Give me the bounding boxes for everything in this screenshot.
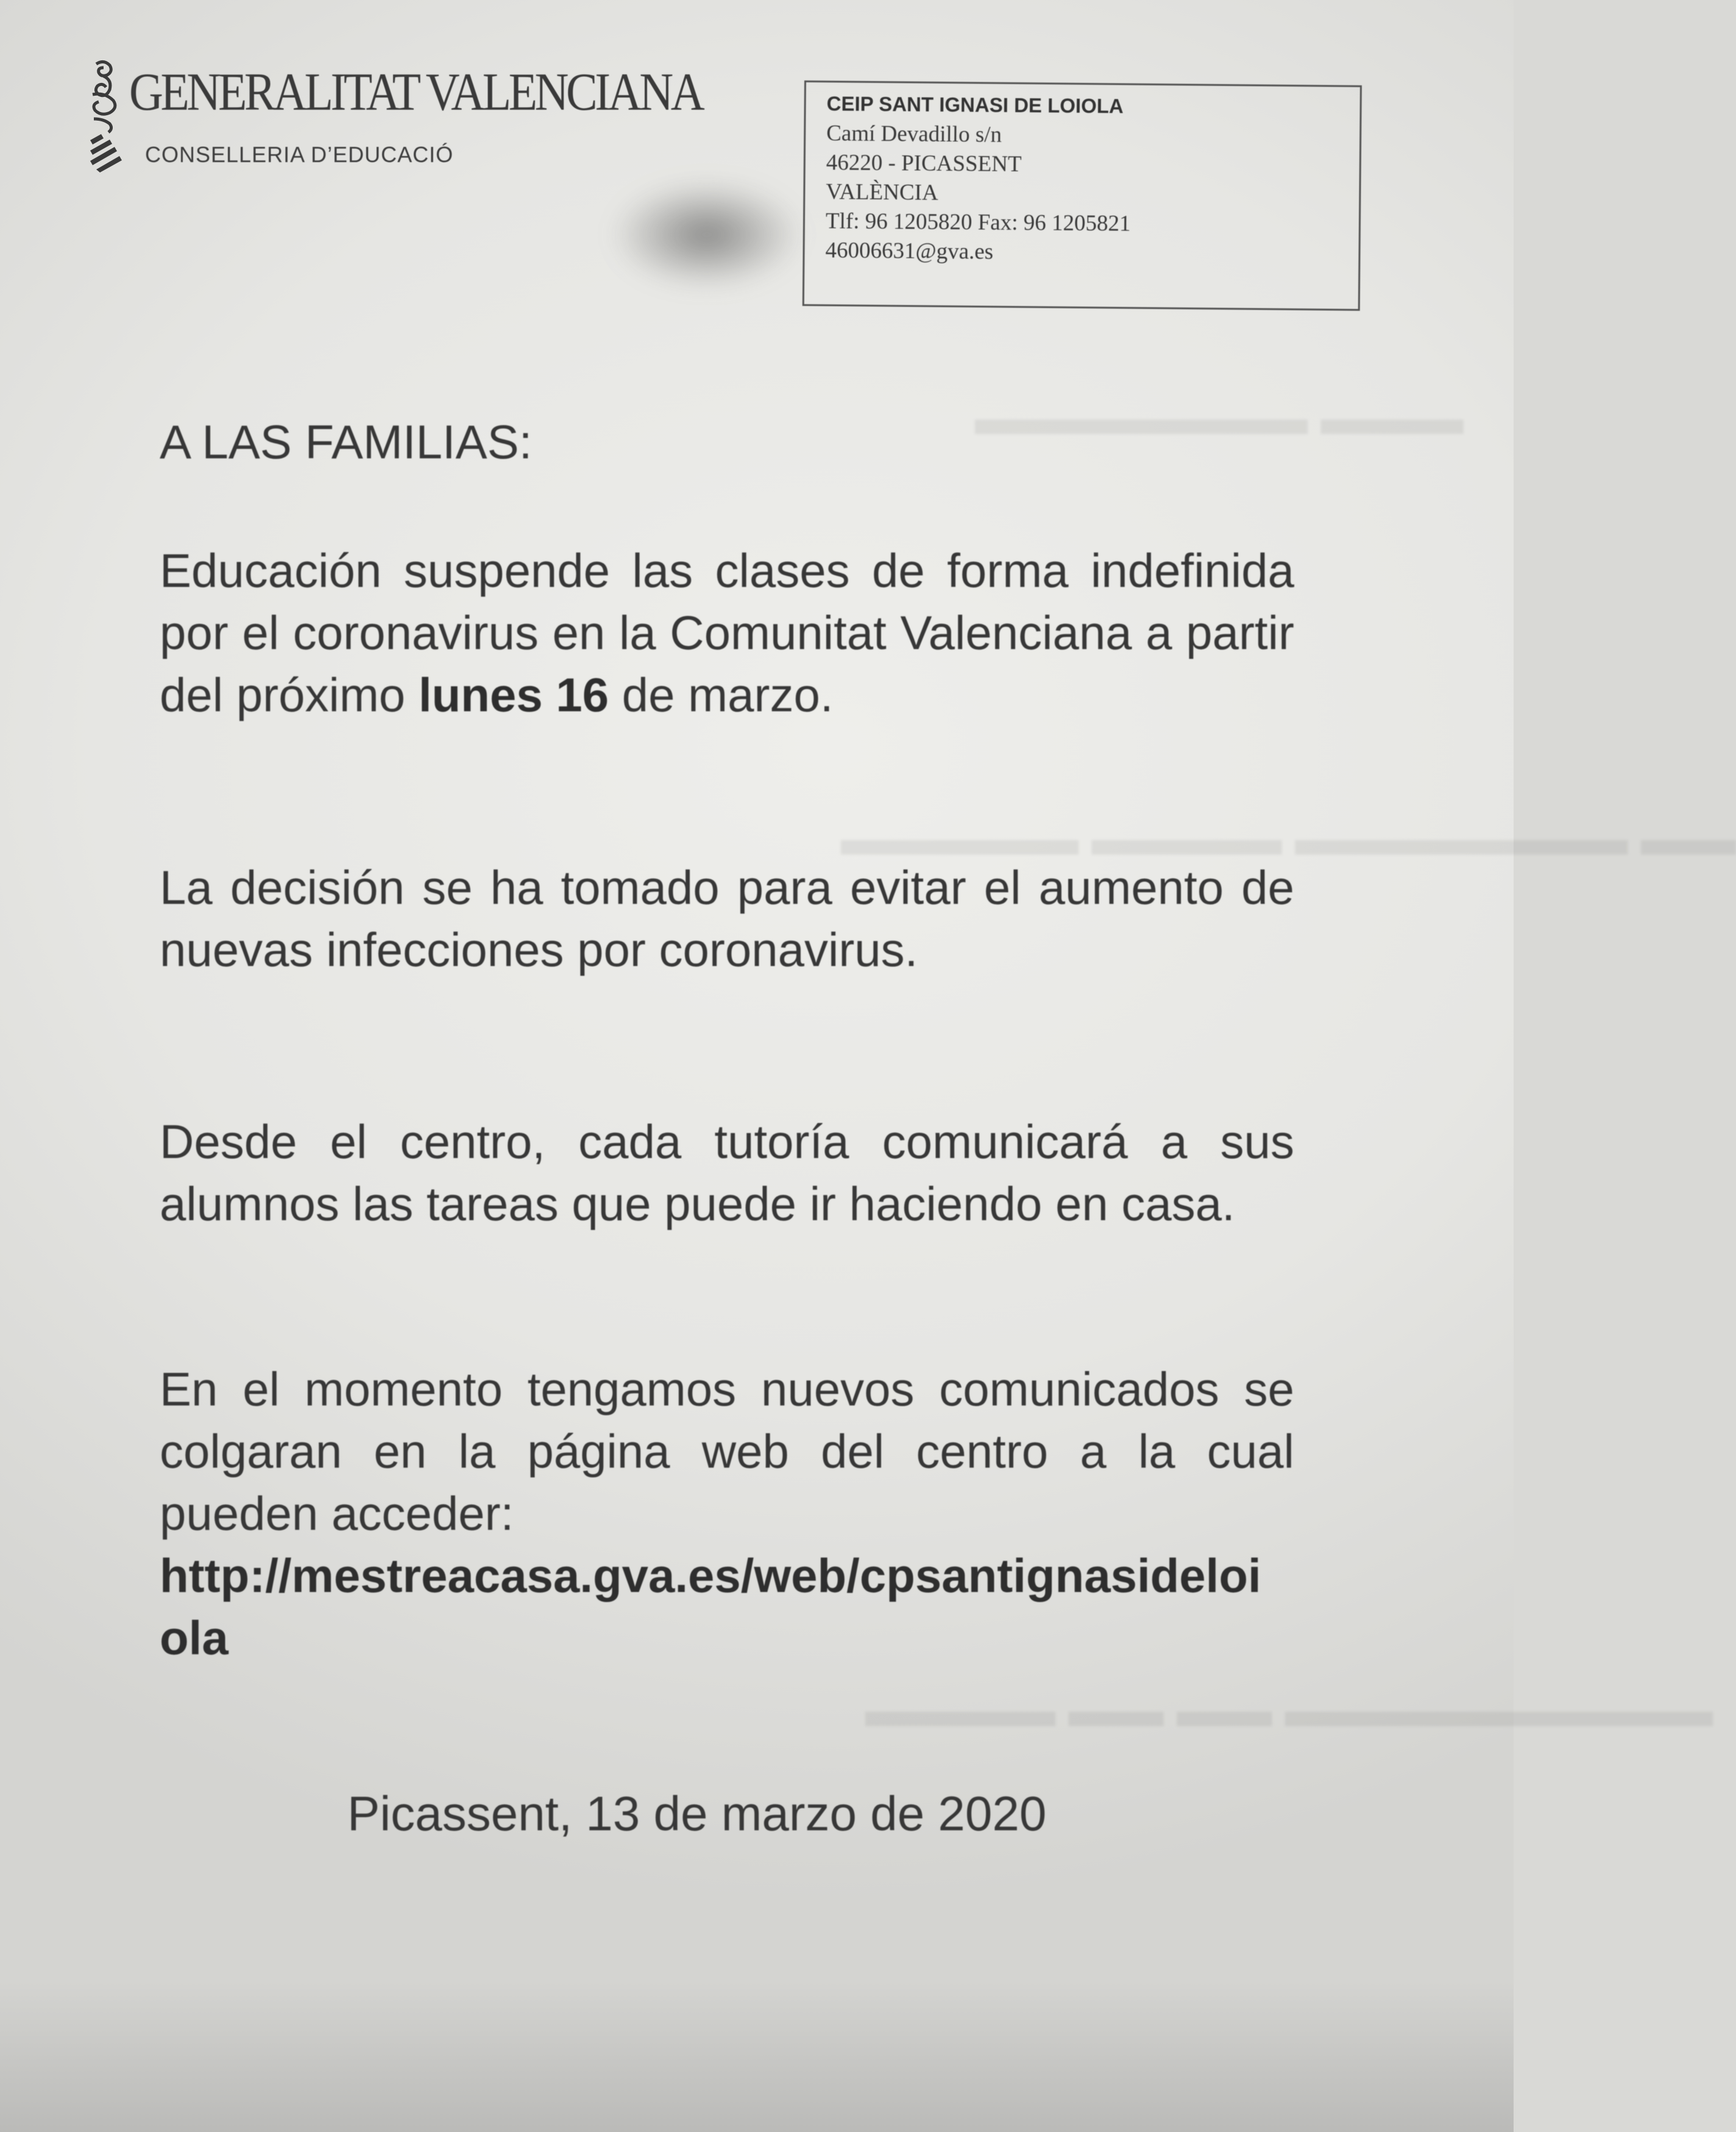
logo-subtitle: CONSELLERIA D’EDUCACIÓ xyxy=(145,142,454,167)
school-postal: 46220 - PICASSENT xyxy=(826,150,1022,177)
paragraph-text: Educación suspende las clases de forma indefinida por el coronavirus en la Comunitat Valenciana a partir del próximo xyxy=(160,544,1294,722)
coat-of-arms-icon xyxy=(85,58,128,174)
paragraph-text: En el momento tengamos nuevos comunicados se colgaran en la página web del centro a la cual pueden acceder: xyxy=(160,1362,1294,1540)
school-phone: Tlf: 96 1205820 Fax: 96 1205821 xyxy=(825,208,1131,236)
bleed-through: ▬▬▬▬▬▬▬▬▬ ▬▬ ▬▬ ▬▬▬▬ xyxy=(865,1683,1713,1736)
paragraph-tasks: Desde el centro, cada tutoría comunicará a sus alumnos las tareas que puede ir haciendo en casa. xyxy=(160,1115,1294,1231)
bleed-through: ▬▬▬ ▬▬▬▬▬▬▬ xyxy=(975,391,1464,444)
logo-title: GENERALITAT VALENCIANA xyxy=(129,63,703,122)
page-shadow xyxy=(0,1981,1514,2132)
paragraph-reason: La decisión se ha tomado para evitar el aumento de nuevas infecciones por coronavirus. xyxy=(160,861,1294,976)
school-email: 46006631@gva.es xyxy=(825,238,994,265)
school-name: CEIP SANT IGNASI DE LOIOLA xyxy=(826,92,1124,118)
paragraph-text: de marzo. xyxy=(609,668,834,722)
school-city: VALÈNCIA xyxy=(826,179,938,205)
letter-greeting: A LAS FAMILIAS: xyxy=(160,415,533,469)
paragraph-suspension xyxy=(160,539,1294,726)
generalitat-logo xyxy=(85,58,703,180)
letter-date-place: Picassent, 13 de marzo de 2020 xyxy=(347,1786,1047,1841)
toner-smudge xyxy=(615,183,798,286)
bleed-through: ▬▬ ▬▬▬▬▬▬▬ ▬▬▬▬ ▬▬▬▬▬ xyxy=(841,811,1736,865)
school-website-link[interactable]: http://mestreacasa.gva.es/web/cpsantignasideloiola xyxy=(160,1549,1261,1665)
paragraph-website xyxy=(160,1358,1294,1669)
highlighted-date: lunes 16 xyxy=(418,668,609,722)
school-address-box xyxy=(802,80,1362,311)
school-street: Camí Devadillo s/n xyxy=(826,121,1002,147)
